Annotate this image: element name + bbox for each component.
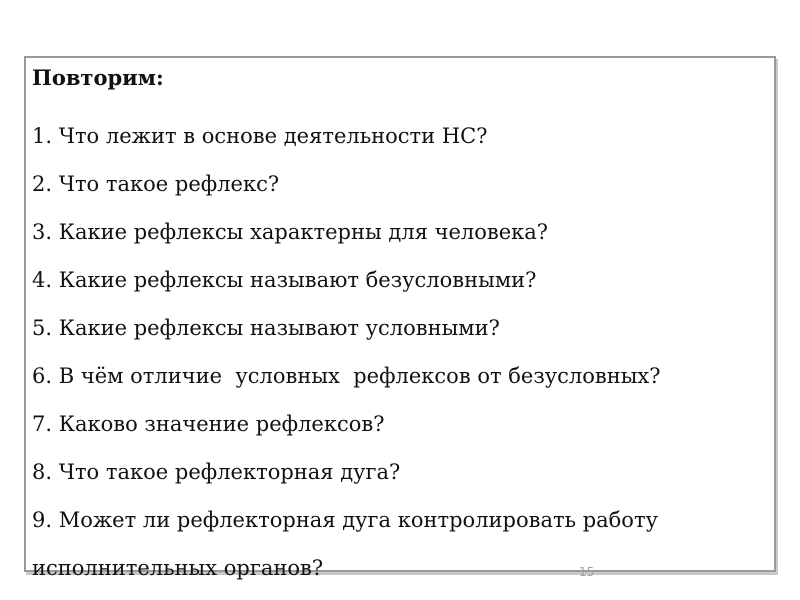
question-item: 2. Что такое рефлекс? (32, 172, 280, 196)
questions-text-box (24, 56, 776, 580)
question-item: 1. Что лежит в основе деятельности НС? (32, 124, 488, 148)
question-item: 5. Какие рефлексы называют условными? (32, 316, 500, 340)
question-item-continuation: исполнительных органов? (32, 556, 324, 580)
questions-list (32, 112, 661, 592)
question-item: 7. Каково значение рефлексов? (32, 412, 385, 436)
question-item: 3. Какие рефлексы характерны для человека? (32, 220, 549, 244)
slide-heading: Повторим: (32, 65, 164, 90)
question-item: 9. Может ли рефлекторная дуга контролировать работу (32, 508, 658, 532)
question-item: 4. Какие рефлексы называют безусловными? (32, 268, 537, 292)
question-item: 8. Что такое рефлекторная дуга? (32, 460, 401, 484)
page-number: 15 (579, 565, 595, 579)
question-item: 6. В чём отличие условных рефлексов от безусловных? (32, 364, 661, 388)
